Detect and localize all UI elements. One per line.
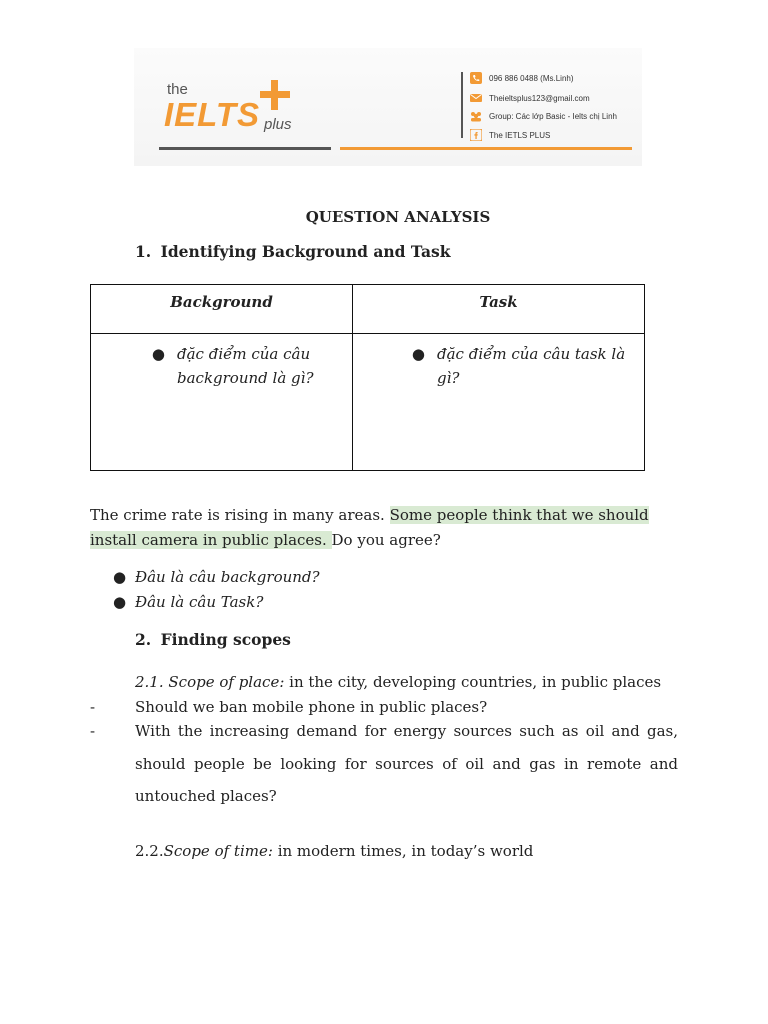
prompt-background-sentence: The crime rate is rising in many areas. [90,506,390,524]
section-2-title: Finding scopes [160,630,291,649]
section-2-heading [135,630,291,649]
contact-facebook-text: The IETLS PLUS [489,130,551,140]
list-item [113,565,320,590]
scope-time-number: 2.2. [135,842,164,860]
phone-icon [470,72,482,84]
list-item [403,342,632,390]
prompt-question: Do you agree? [331,531,441,549]
scope-place-line [135,670,661,695]
list-item [143,342,340,390]
dash-marker: - [90,722,96,740]
contact-separator [461,72,463,138]
bullet-icon: ● [113,568,127,586]
section-1-heading [135,242,450,261]
table-cell-background [91,334,353,471]
contact-facebook [470,128,550,142]
question-text: Đâu là câu background? [135,568,320,586]
group-icon [470,110,482,122]
contact-email-text: Theieltsplus123@gmail.com [489,93,590,103]
question-text: Đâu là câu Task? [135,593,264,611]
contact-phone-text: 096 886 0488 (Ms.Linh) [489,73,574,83]
contact-group-text: Group: Các lớp Basic - Ielts chị Linh [489,111,617,121]
scope-time-text: in modern times, in today’s world [272,842,534,860]
section-1-number: 1. [135,242,152,261]
divider-orange [340,147,632,150]
prompt-task-highlight-cont: install camera in public places. [90,531,332,549]
question-list [113,565,320,615]
bullet-icon: ● [151,345,165,363]
header-banner [134,48,642,166]
logo-text-ielts: IELTS [164,96,261,133]
logo-plus-icon [258,78,292,112]
logo-text-the: the [167,81,188,98]
contact-phone [470,71,574,85]
scope-place-text: in the city, developing countries, in public places [284,673,662,691]
table-header-background: Background [91,285,353,334]
bullet-icon: ● [113,593,127,611]
scope-time-label: Scope of time: [163,842,273,860]
page-title: QUESTION ANALYSIS [305,208,491,226]
cell-text: đặc điểm của câu background là gì? [177,345,314,387]
section-1-title: Identifying Background and Task [160,242,451,261]
background-task-table [90,284,645,471]
cell-text: đặc điểm của câu task là gì? [437,345,626,387]
bullet-icon: ● [411,345,425,363]
example-text: With the increasing demand for energy sources such as oil and gas, should people be looking for sources of oil and gas in remote and untouched places? [135,722,678,805]
mail-icon [470,92,482,104]
list-item [90,715,678,813]
scope-place-label: 2.1. Scope of place: [135,673,285,691]
table-cell-task [353,334,645,471]
prompt-task-highlight: Some people think that we should [389,506,649,524]
list-item [113,590,320,615]
divider-dark [159,147,331,150]
prompt-paragraph [90,503,650,553]
logo-text-plus: plus [264,116,292,133]
table-header-task: Task [353,285,645,334]
facebook-icon [470,129,482,141]
dash-marker: - [90,698,96,716]
example-text: Should we ban mobile phone in public places? [135,698,488,716]
contact-email [470,91,590,105]
scope-time-line [135,839,533,864]
section-2-number: 2. [135,630,152,649]
scope-place-examples [90,695,678,813]
contact-group [470,109,617,123]
